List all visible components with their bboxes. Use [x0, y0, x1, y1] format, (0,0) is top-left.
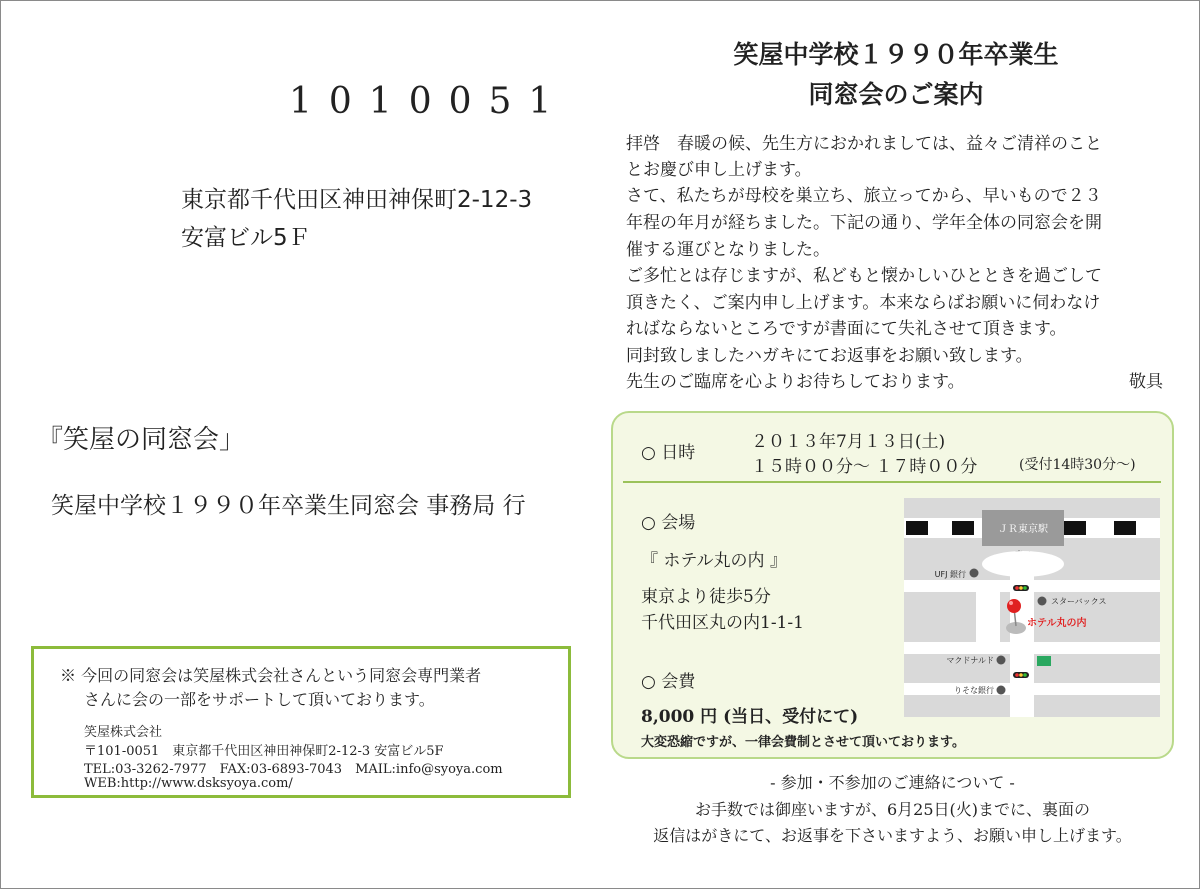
panel-divider [623, 481, 1161, 483]
company-name: 笑屋株式会社 [84, 725, 163, 740]
bank1-label: UFJ 銀行 [934, 570, 966, 579]
bank2-label: りそな銀行 [954, 686, 994, 695]
station-label: ＪＲ東京駅 [998, 524, 1048, 535]
date-label: ○ 日時 [641, 443, 696, 463]
event-date: ２０１３年7月１３日(土) [751, 432, 946, 452]
reply-line2: 返信はがきにて、お返事を下さいますよう、お願い申し上げます。 [653, 826, 1132, 845]
event-time: １５時００分～ １７時００分 [751, 457, 978, 477]
letter-line: ればならないところですが書面にて失礼させて頂きます。 [626, 319, 1067, 339]
burger-label: マクドナルド [946, 656, 994, 665]
letter-line: 年程の年月が経ちました。下記の通り、学年全体の同窓会を開 [626, 213, 1102, 233]
shop-icon [1037, 656, 1051, 666]
reception-time: (受付14時30分～) [1019, 457, 1136, 473]
venue-access: 東京より徒歩5分 [641, 587, 771, 607]
company-phone: TEL:03-3262-7977 FAX:03-6893-7043 MAIL:info@syoya.com [84, 762, 503, 777]
fee-amount: 8,000 円 (当日、受付にて) [641, 707, 859, 727]
venue-map [904, 498, 1160, 717]
cafe-label: スターバックス [1051, 597, 1107, 606]
title-line2: 同窓会のご案内 [808, 80, 984, 109]
recipient-address-line2: 安富ビル5Ｆ [181, 225, 311, 251]
letter-line: とお慶び申し上げます。 [626, 160, 812, 180]
reply-heading: - 参加・不参加のご連絡について - [770, 773, 1015, 792]
letter-closing: 敬具 [1129, 372, 1163, 392]
letter-line: 先生のご臨席を心よりお待ちしております。 [626, 372, 965, 392]
letter-line: 頂きたく、ご案内申し上げます。本来ならばお願いに伺わなけ [626, 293, 1101, 313]
venue-address: 千代田区丸の内1-1-1 [641, 613, 804, 633]
venue-label: ○ 会場 [641, 513, 696, 533]
recipient-office: 笑屋中学校１９９０年卒業生同窓会 事務局 行 [51, 493, 526, 519]
postal-code: 1010051 [289, 81, 569, 122]
fee-label: ○ 会費 [641, 672, 696, 692]
company-web: WEB:http://www.dsksyoya.com/ [84, 776, 293, 791]
hotel-pin-icon [1007, 599, 1021, 613]
recipient-name: 『笑屋の同窓会」 [37, 425, 246, 455]
fee-note: 大変恐縮ですが、一律会費制とさせて頂いております。 [641, 735, 965, 750]
support-note-line2: さんに会の一部をサポートして頂いております。 [84, 690, 435, 709]
company-address: 〒101-0051 東京都千代田区神田神保町2-12-3 安富ビル5F [84, 744, 444, 759]
letter-line: 拝啓 春暖の候、先生方におかれましては、益々ご清祥のこと [626, 134, 1102, 154]
title-line1: 笑屋中学校１９９０年卒業生 [733, 40, 1059, 69]
reply-line1: お手数では御座いますが、6月25日(火)までに、裏面の [694, 800, 1091, 819]
letter-line: 催する運びとなりました。 [626, 240, 830, 260]
support-note-box [31, 646, 571, 798]
letter-line: さて、私たちが母校を巣立ち、旅立ってから、早いもので２３ [626, 186, 1102, 206]
recipient-address-line1: 東京都千代田区神田神保町2-12-3 [181, 187, 533, 213]
letter-line: 同封致しましたハガキにてお返事をお願い致します。 [626, 346, 1033, 366]
letter-line: ご多忙とは存じますが、私どもと懐かしいひとときを過ごして [626, 266, 1102, 286]
hotel-label: ホテル丸の内 [1027, 618, 1087, 629]
support-note-line1: ※ 今回の同窓会は笑屋株式会社さんという同窓会専門業者 [60, 666, 482, 685]
venue-name: 『 ホテル丸の内 』 [641, 551, 787, 571]
